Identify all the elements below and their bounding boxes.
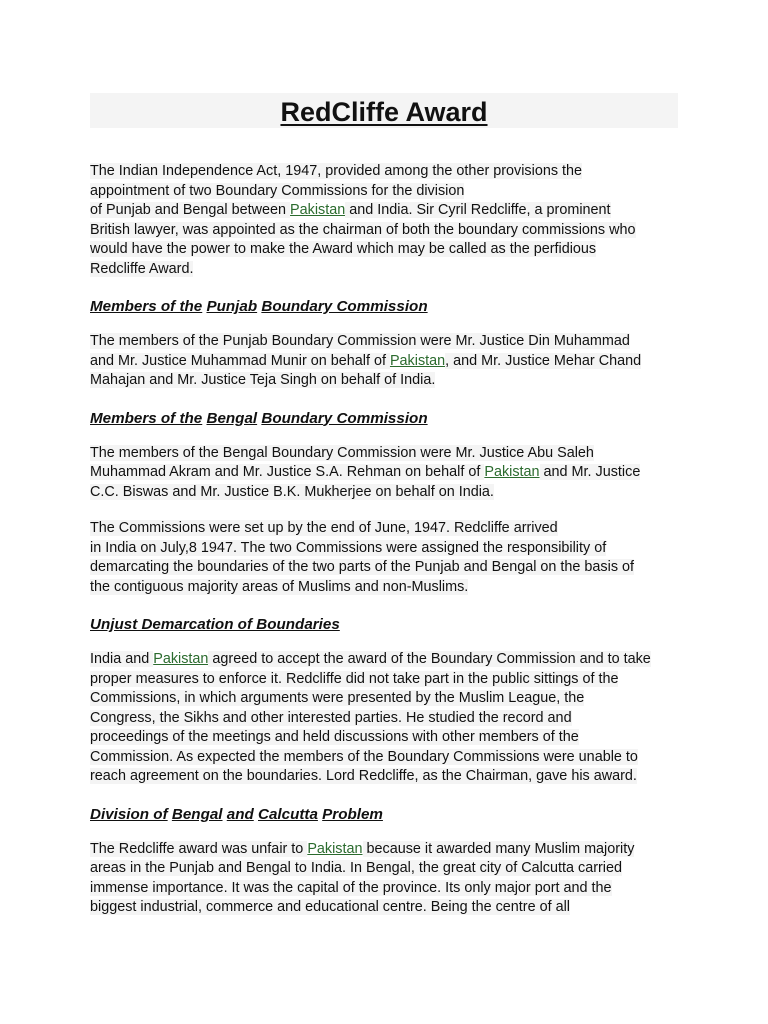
punjab-paragraph: The members of the Punjab Boundary Commission were Mr. Justice Din Muhammad and Mr. Justice Muhammad Munir on behalf of Pakistan, and Mr. Justice Mehar Chand Mahajan and Mr. Justice Teja Singh on behalf of India. [90, 333, 642, 388]
pakistan-link[interactable]: Pakistan [389, 352, 446, 369]
commissions-paragraph: The Commissions were set up by the end of June, 1947. Redcliffe arrived in India on July,8 1947. The two Commissions were assigned the responsibility of demarcating the boundaries of the two parts of the Punjab and Bengal on the basis of the contiguous majority areas of Muslims and non-Muslims. [90, 520, 635, 595]
pakistan-link[interactable]: Pakistan [290, 202, 346, 218]
pakistan-link[interactable]: Pakistan [153, 651, 209, 667]
intro-paragraph: The Indian Independence Act, 1947, provided among the other provisions the appointment of two Boundary Commissions for the division of Punjab and Bengal between Pakistan and India. Sir Cyril Redcliffe, a prominent British lawyer, was appointed as the chairman of both the boundary commissions who would have the power to make the Award which may be called as the perfidious Redcliffe Award. [90, 163, 636, 277]
pakistan-link[interactable]: Pakistan [484, 464, 540, 480]
heading-punjab-commission: Members of the Punjab Boundary Commission [90, 298, 428, 315]
document-page [90, 93, 678, 918]
bengal-paragraph: The members of the Bengal Boundary Commission were Mr. Justice Abu Saleh Muhammad Akram and Mr. Justice S.A. Rehman on behalf of Pakistan and Mr. Justice C.C. Biswas and Mr. Justice B.K. Mukherjee on behalf on India. [90, 444, 641, 500]
heading-unjust-demarcation: Unjust Demarcation of Boundaries [90, 616, 340, 633]
title-bar [90, 93, 678, 128]
division-paragraph: The Redcliffe award was unfair to Pakistan because it awarded many Muslim majority areas in the Punjab and Bengal to India. In Bengal, the great city of Calcutta carried immense importance. It was the capital of the province. Its only major port and the biggest industrial, commerce and educational centre. Being the centre of all [90, 840, 635, 915]
pakistan-link[interactable]: Pakistan [307, 840, 363, 857]
heading-bengal-commission: Members of the Bengal Boundary Commission [90, 409, 428, 427]
heading-division-of-bengal: Division of Bengal and Calcutta Problem [90, 805, 383, 823]
page-title: RedCliffe Award [280, 97, 488, 127]
unjust-paragraph: India and Pakistan agreed to accept the award of the Boundary Commission and to take proper measures to enforce it. Redcliffe did not take part in the public sittings of the Commissions, in which arguments were presented by the Muslim League, the Congress, the Sikhs and other interested parties. He studied the record and proceedings of the meetings and held discussions with other members of the Commission. As expected the members of the Boundary Commissions were unable to reach agreement on the boundaries. Lord Redcliffe, as the Chairman, gave his award. [90, 651, 651, 784]
